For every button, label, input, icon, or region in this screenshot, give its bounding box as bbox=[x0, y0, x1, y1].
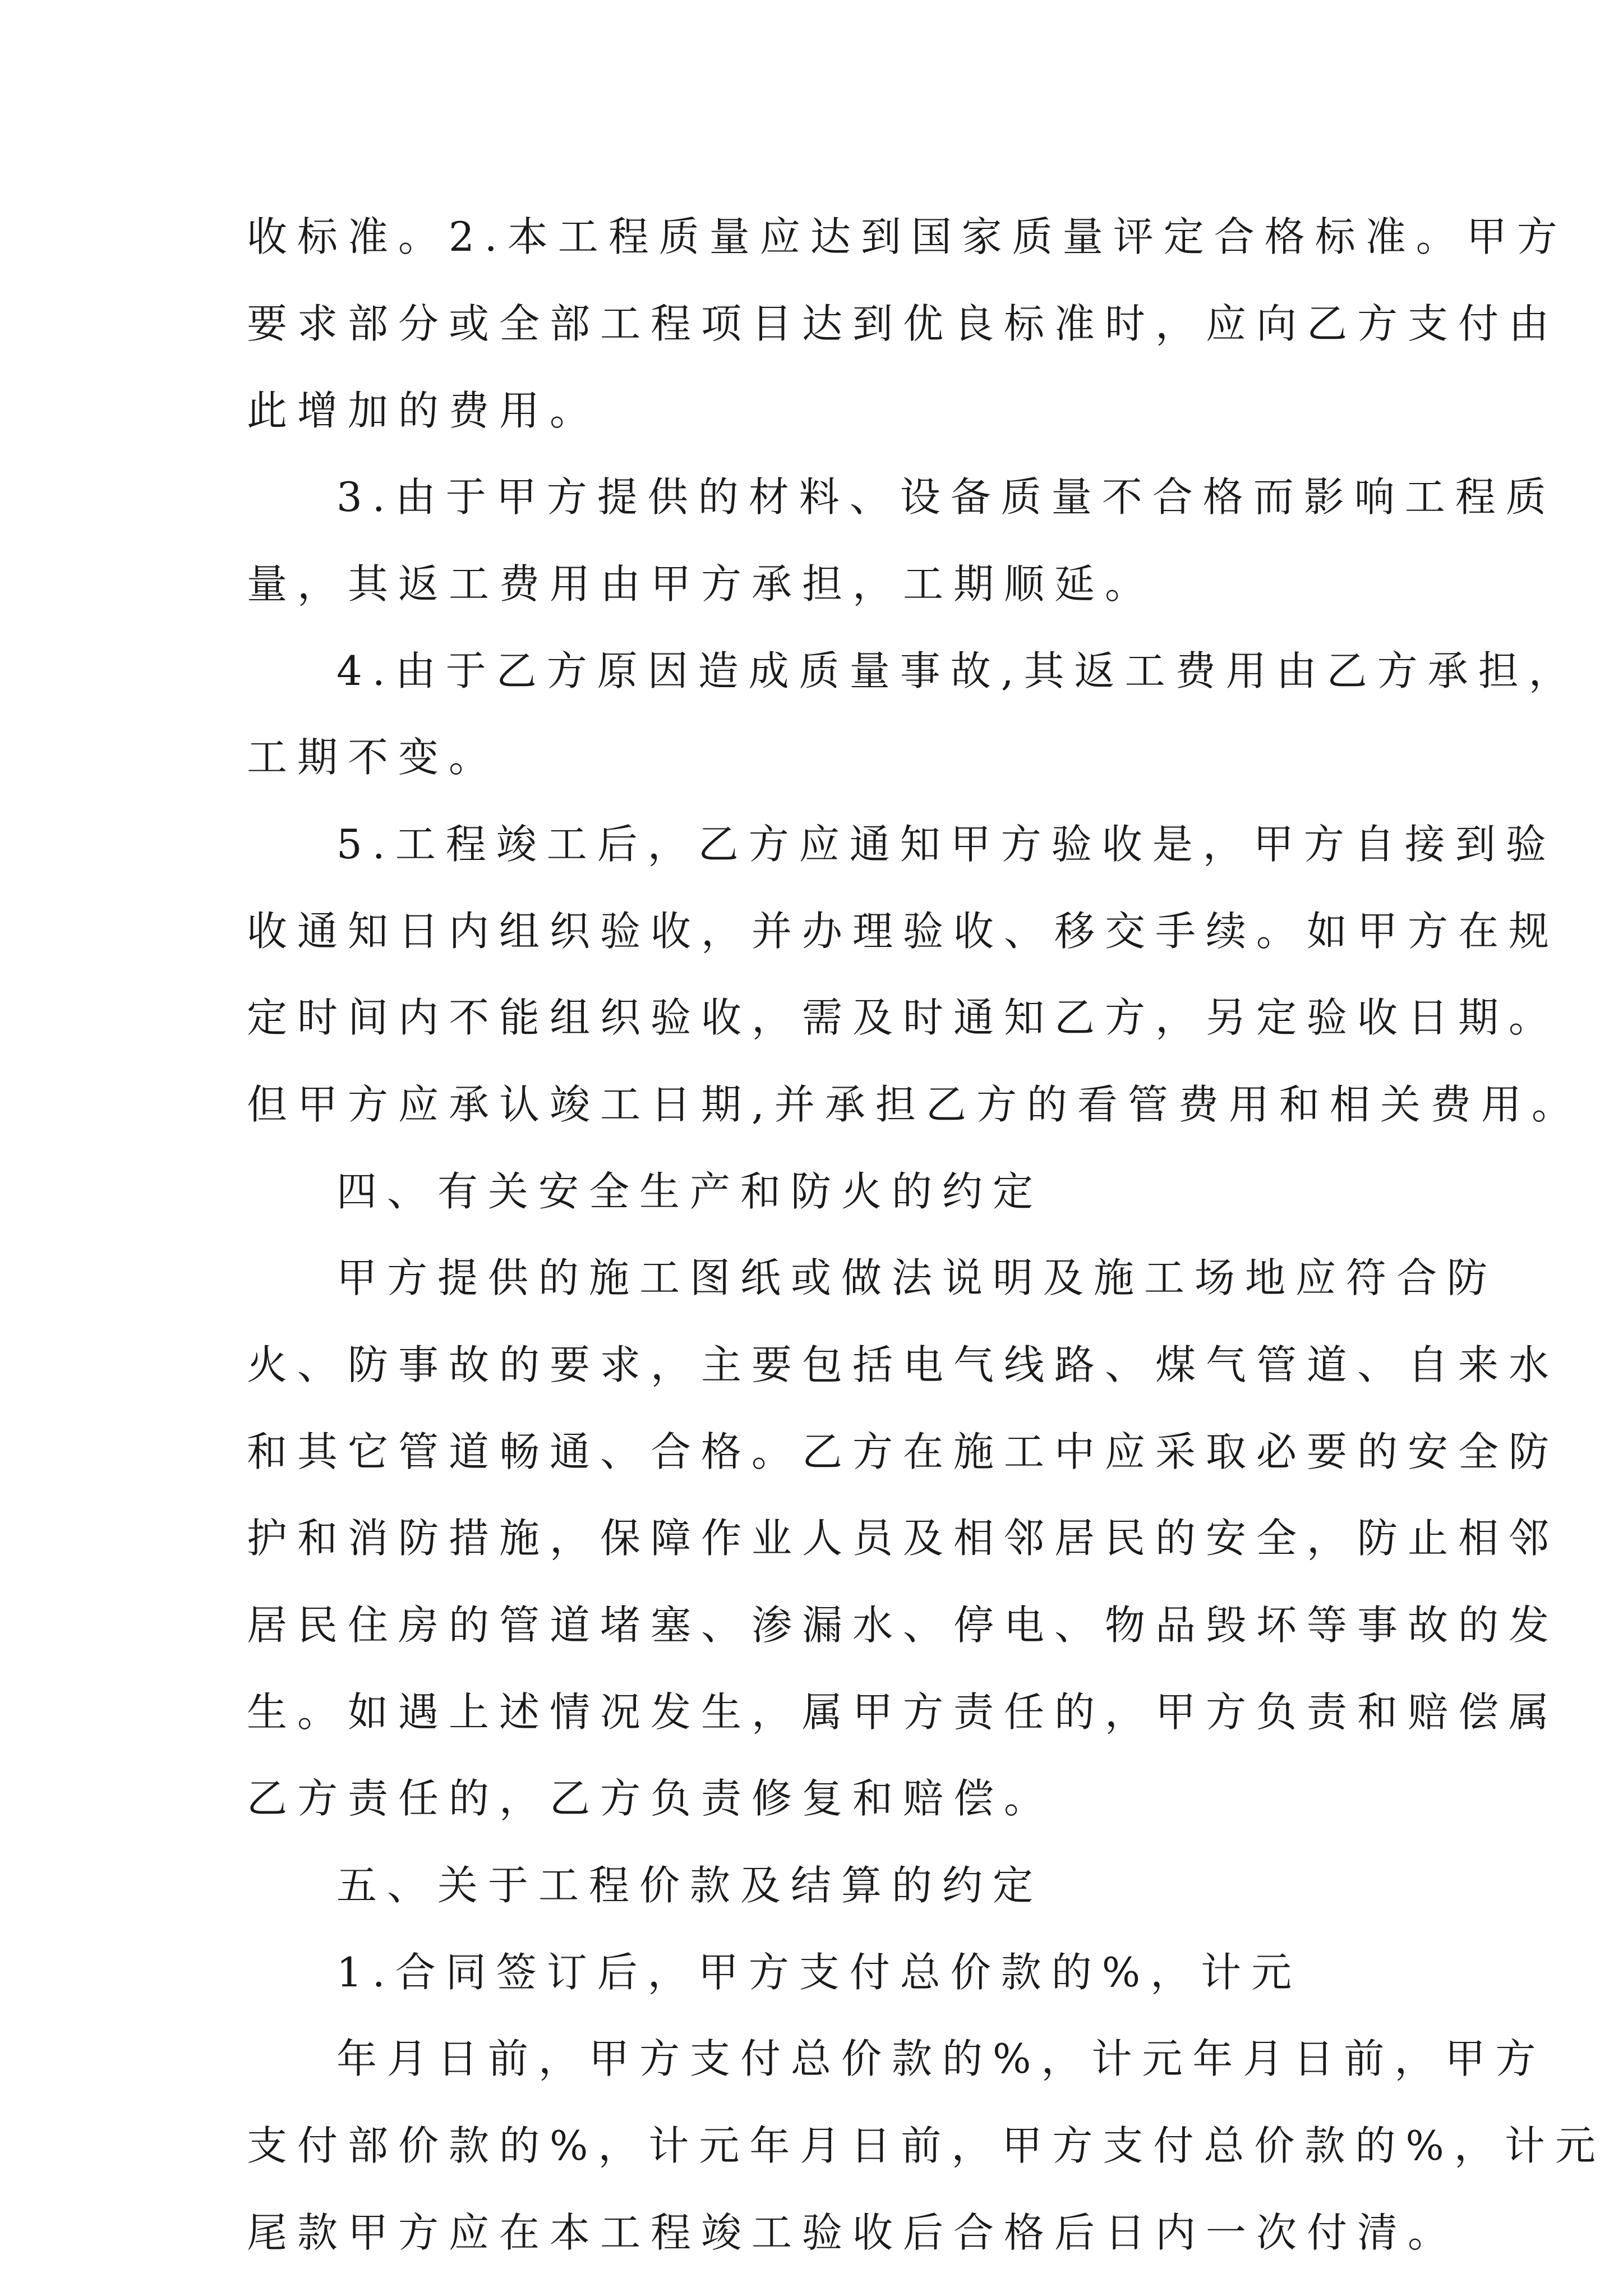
text-line: 收标准。2.本工程质量应达到国家质量评定合格标准。甲方 bbox=[247, 213, 1567, 260]
section-heading: 五、关于工程价款及结算的约定 bbox=[336, 1862, 1044, 1909]
text-line: 5.工程竣工后，乙方应通知甲方验收是，甲方自接到验 bbox=[336, 821, 1556, 868]
text-line: 工期不变。 bbox=[247, 734, 500, 781]
text-line: 护和消防措施，保障作业人员及相邻居民的安全，防止相邻 bbox=[247, 1515, 1560, 1562]
text-line: 4.由于乙方原因造成质量事故,其返工费用由乙方承担， bbox=[336, 647, 1579, 694]
text-line: 要求部分或全部工程项目达到优良标准时，应向乙方支付由 bbox=[247, 300, 1560, 347]
text-line: 尾款甲方应在本工程竣工验收后合格后日内一次付清。 bbox=[247, 2209, 1459, 2256]
text-line: 收通知日内组织验收，并办理验收、移交手续。如甲方在规 bbox=[247, 908, 1560, 955]
text-line: 支付部价款的%，计元年月日前，甲方支付总价款的%，计元 bbox=[247, 2122, 1606, 2169]
text-line: 年月日前，甲方支付总价款的%，计元年月日前，甲方 bbox=[336, 2035, 1546, 2082]
text-line: 生。如遇上述情况发生，属甲方责任的，甲方负责和赔偿属 bbox=[247, 1688, 1560, 1736]
text-line: 此增加的费用。 bbox=[247, 387, 601, 434]
text-line: 和其它管道畅通、合格。乙方在施工中应采取必要的安全防 bbox=[247, 1428, 1560, 1475]
text-line: 1.合同签订后，甲方支付总价款的%，计元 bbox=[336, 1949, 1302, 1996]
text-line: 甲方提供的施工图纸或做法说明及施工场地应符合防 bbox=[336, 1254, 1498, 1301]
text-line: 量，其返工费用由甲方承担，工期顺延。 bbox=[247, 560, 1156, 608]
text-line: 居民住房的管道堵塞、渗漏水、停电、物品毁坏等事故的发 bbox=[247, 1602, 1560, 1649]
text-line: 但甲方应承认竣工日期,并承担乙方的看管费用和相关费用。 bbox=[247, 1081, 1582, 1128]
text-line: 火、防事故的要求，主要包括电气线路、煤气管道、自来水 bbox=[247, 1341, 1560, 1388]
text-line: 3.由于甲方提供的材料、设备质量不合格而影响工程质 bbox=[336, 473, 1556, 521]
section-heading: 四、有关安全生产和防火的约定 bbox=[336, 1168, 1044, 1215]
text-line: 乙方责任的，乙方负责修复和赔偿。 bbox=[247, 1775, 1055, 1822]
text-line: 定时间内不能组织验收，需及时通知乙方，另定验收日期。 bbox=[247, 994, 1560, 1041]
